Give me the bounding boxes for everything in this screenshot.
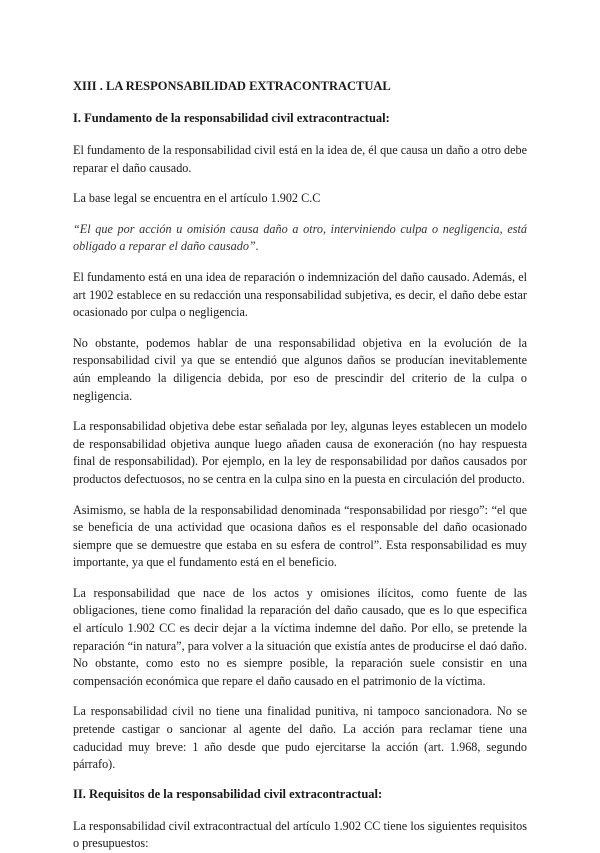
paragraph-riesgo: Asimismo, se habla de la responsabilidad denominada “responsabilidad por riesgo”: “el que se beneficia de una actividad que ocasiona daños es el responsable del daño ocasionado siempre que se demuestre que estaba en su esfera de control”. Esta responsabilidad es muy importante, ya que el fundamento está en el beneficio.: [73, 502, 527, 570]
paragraph-base-legal: La base legal se encuentra en el artículo 1.902 C.C: [73, 191, 321, 206]
paragraph-article-quote: “El que por acción u omisión causa daño a otro, interviniendo culpa o negligencia, está obligado a reparar el daño causado”.: [73, 221, 527, 254]
paragraph-no-punitiva: La responsabilidad civil no tiene una finalidad punitiva, ni tampoco sancionadora. No se pretende castigar o sancionar al agente del daño. La acción para reclamar tiene una caducidad muy breve: 1 año desde que pudo ejercitarse la acción (art. 1.968, segundo párrafo).: [73, 704, 527, 772]
section-heading-fundamento: I. Fundamento de la responsabilidad civil extracontractual:: [73, 111, 390, 125]
paragraph-requisitos-intro: La responsabilidad civil extracontractual del artículo 1.902 CC tiene los siguientes requisitos o presupuestos:: [73, 818, 527, 851]
paragraph-fundamento-intro: El fundamento de la responsabilidad civil está en la idea de, él que causa un daño a otro debe reparar el daño causado.: [73, 143, 527, 175]
paragraph-responsabilidad-objetiva: No obstante, podemos hablar de una responsabilidad objetiva en la evolución de la responsabilidad civil ya que se entendió que algunos daños se producían inevitablemente aún empleando la diligencia debida, por eso de prescindir del criterio de la culpa o negligencia.: [73, 335, 527, 403]
section-heading-requisitos: II. Requisitos de la responsabilidad civil extracontractual:: [73, 786, 383, 801]
paragraph-reparacion: El fundamento está en una idea de reparación o indemnización del daño causado. Además, el art 1902 establece en su redacción una responsabilidad subjetiva, es decir, el daño debe estar ocasionado por culpa o negligencia.: [73, 269, 527, 320]
document-title: XIII . LA RESPONSABILIDAD EXTRACONTRACTUAL: [73, 79, 391, 93]
paragraph-objetiva-ley: La responsabilidad objetiva debe estar señalada por ley, algunas leyes establecen un modelo de responsabilidad objetiva aunque luego añaden causa de exoneración (no hay respuesta final de responsabilidad). Por ejemplo, en la ley de responsabilidad por daños causados por productos defectuosos, no se centra en la culpa sino en la puesta en circulación del producto.: [73, 419, 527, 486]
paragraph-finalidad-reparacion: La responsabilidad que nace de los actos y omisiones ilícitos, como fuente de las obligaciones, tiene como finalidad la reparación del daño causado, que es lo que especifica el artículo 1.902 CC es decir dejar a la víctima indemne del daño. Por ello, se pretende la reparación “in natura”, para volver a la situación que existía antes de producirse el daó daño. No obstante, como esto no es siempre posible, la reparación suele consistir en una compensación económica que repare el daño causado en el patrimonio de la víctima.: [73, 585, 527, 688]
